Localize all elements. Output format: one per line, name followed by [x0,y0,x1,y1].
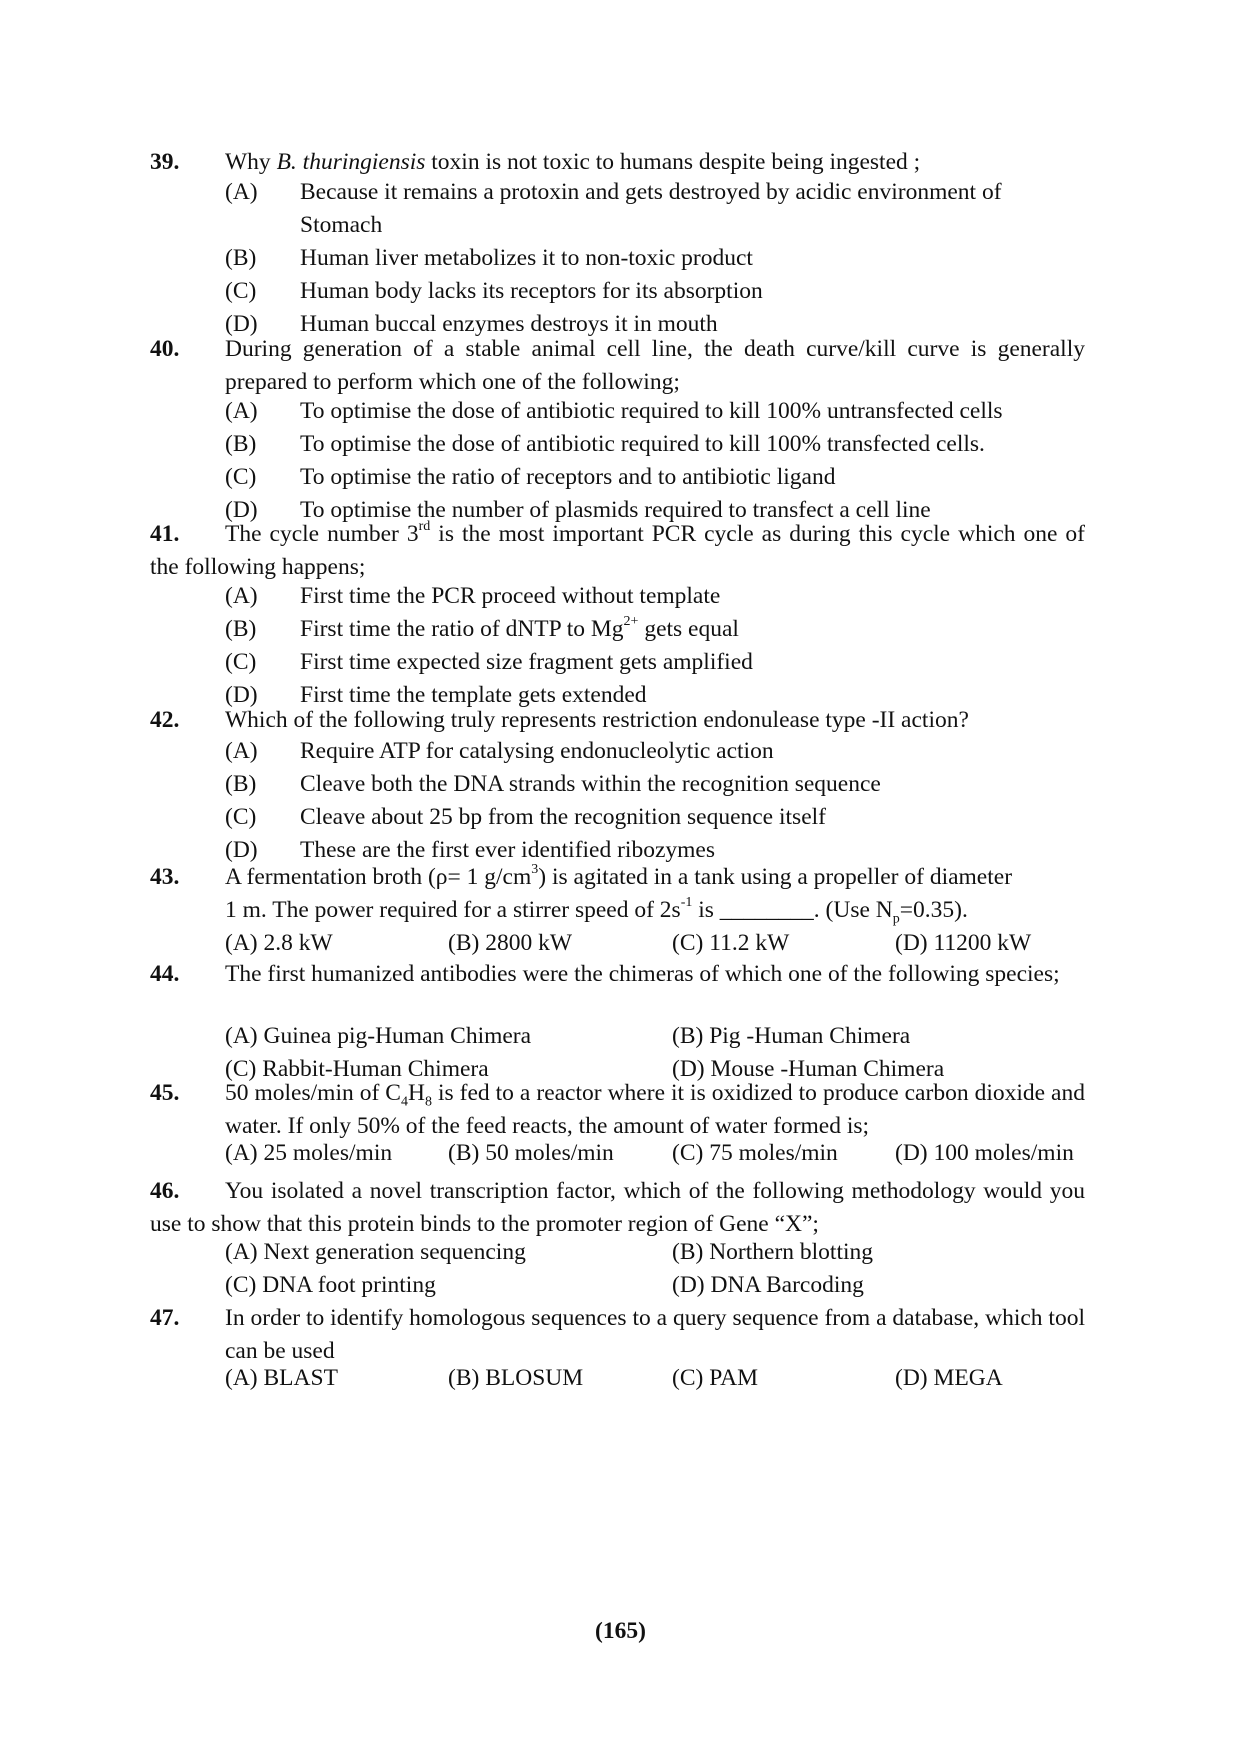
question-line-2: 1 m. The power required for a stirrer speed of $2s^{-1}$ is ________. (Use $N_p=0.35$). [225,895,968,927]
options-list [225,927,1085,960]
option-b: (B) Human liver metabolizes it to non-toxic product [225,245,753,271]
option-b: (B) 2800 kW [448,930,573,956]
page-number: (165) [595,1618,646,1644]
question-number: 43. [150,864,180,890]
question-text [225,861,1085,927]
question-number: 40. [150,336,180,362]
option-a: (A) Guinea pig-Human Chimera [225,1023,532,1049]
option-b: (B) BLOSUM [448,1365,584,1391]
option-c: (C) 11.2 kW [672,930,790,956]
question-text: Why B. thuringiensis toxin is not toxic to humans despite being ingested ; [225,149,921,175]
question-text: 50 moles/min of $C_4H_8$ is fed to a reactor where it is oxidized to produce carbon dioxide and water. If only 50% of the feed reacts, the amount of water formed is; [225,1080,1085,1139]
option-c: (C) Cleave about 25 bp from the recognition sequence itself [225,804,826,830]
option-a: (A) First time the PCR proceed without template [225,583,721,609]
question-number: 44. [150,961,180,987]
options-list [225,1137,1085,1170]
question-text: During generation of a stable animal cell line, the death curve/kill curve is generally prepared to perform which one of the following; [225,336,1085,395]
option-a: (A) Because it remains a protoxin and gets destroyed by acidic environment of Stomach [225,179,1002,238]
question-text: The cycle number 3rd is the most important PCR cycle as during this cycle which one of the following happens; [150,519,1086,580]
option-d: (D) Human buccal enzymes destroys it in mouth [225,311,718,337]
option-d: (D) 100 moles/min [895,1140,1074,1166]
option-a: (A) Require ATP for catalysing endonucleolytic action [225,738,774,764]
option-a: (A) Next generation sequencing [225,1239,526,1265]
options-row [225,1137,1085,1170]
option-b: (B) Cleave both the DNA strands within the recognition sequence [225,771,881,797]
options-row [225,927,1085,960]
question-number: 39. [150,149,180,175]
option-b: (B) Northern blotting [672,1239,874,1265]
options-list [225,735,1085,867]
option-c: (C) Rabbit-Human Chimera [225,1056,489,1082]
options-list [225,395,1085,527]
question-number: 45. [150,1080,180,1106]
options-row [225,1020,1085,1053]
option-c: (C) DNA foot printing [225,1272,436,1298]
options-list [225,176,1085,341]
option-c: (C) Human body lacks its receptors for its absorption [225,278,763,304]
option-d: (D) MEGA [895,1365,1003,1391]
options-row [225,1362,1085,1395]
options-list [225,1362,1085,1395]
question-number: 47. [150,1305,180,1331]
option-b: (B) First time the ratio of dNTP to $Mg^{2+}$ gets equal [225,614,739,642]
question-number: 42. [150,707,180,733]
option-d: (D) 11200 kW [895,930,1032,956]
option-c: (C) 75 moles/min [672,1140,838,1166]
option-c: (C) PAM [672,1365,758,1391]
question-line-1: A fermentation broth (ρ= 1 $g/cm^3$) is agitated in a tank using a propeller of diameter [225,862,1013,890]
option-a: (A) BLAST [225,1365,338,1391]
option-b: (B) To optimise the dose of antibiotic required to kill 100% transfected cells. [225,431,985,457]
question-text: The first humanized antibodies were the chimeras of which one of the following species; [225,961,1060,987]
option-d: (D) Mouse -Human Chimera [672,1056,945,1082]
options-row [225,1236,1085,1269]
question-number: 46. [150,1178,180,1204]
option-b: (B) 50 moles/min [448,1140,614,1166]
option-c: (C) To optimise the ratio of receptors and to antibiotic ligand [225,464,836,490]
option-d: (D) DNA Barcoding [672,1272,864,1298]
options-list [225,1236,1085,1302]
question-text: You isolated a novel transcription factor, which of the following methodology would you use to show that this protein binds to the promoter region of Gene “X”; [150,1178,1085,1237]
question-text: In order to identify homologous sequences to a query sequence from a database, which tool can be used [225,1305,1085,1364]
question-number: 41. [150,521,180,547]
option-a: (A) 25 moles/min [225,1140,393,1166]
option-d: (D) To optimise the number of plasmids required to transfect a cell line [225,497,931,523]
option-d: (D) First time the template gets extended [225,682,647,708]
options-row [225,1269,1085,1302]
option-d: (D) These are the first ever identified ribozymes [225,837,715,863]
option-b: (B) Pig -Human Chimera [672,1023,911,1049]
option-c: (C) First time expected size fragment gets amplified [225,649,753,675]
options-list [225,580,1085,712]
question-text: Which of the following truly represents restriction endonulease type -II action? [225,707,969,733]
option-a: (A) To optimise the dose of antibiotic required to kill 100% untransfected cells [225,398,1003,424]
option-a: (A) 2.8 kW [225,930,333,956]
